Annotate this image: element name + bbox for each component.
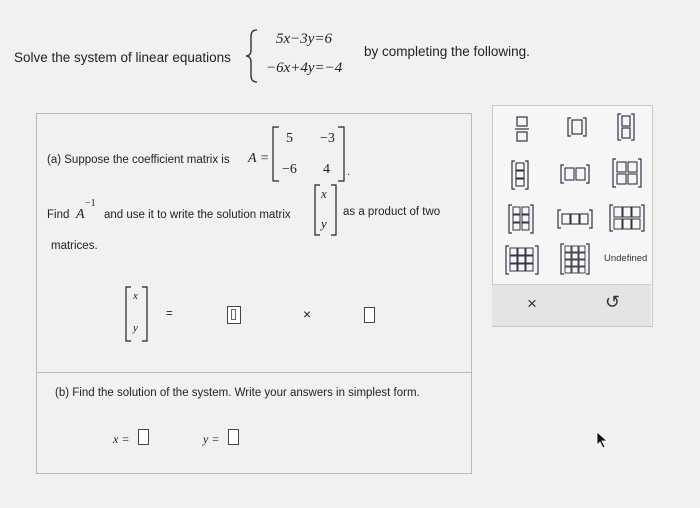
palette-action-bar [492, 284, 651, 326]
matrix-2x2-icon [612, 158, 642, 188]
find-suffix: as a product of two [343, 206, 441, 218]
fraction-button[interactable] [514, 116, 530, 142]
y-label: y = [203, 432, 220, 446]
prompt-text: Solve the system of linear equations [14, 50, 231, 65]
find-prefix: Find [47, 209, 70, 221]
var-x: x [133, 290, 138, 302]
matrix-4x3-icon [560, 243, 590, 275]
var-y: y [321, 216, 327, 231]
times-sign: × [303, 306, 312, 322]
inverse-exponent: −1 [85, 198, 96, 209]
y-answer-input[interactable] [228, 429, 239, 445]
answer-left-bracket [124, 286, 132, 342]
matrix-1x2-icon [560, 163, 590, 185]
matrix-1x1-button[interactable] [566, 116, 588, 138]
matrix-1x1-icon [566, 116, 588, 138]
find-middle: and use it to write the solution matrix [104, 209, 291, 221]
period: . [347, 166, 351, 178]
part-a-intro: (a) Suppose the coefficient matrix is [47, 154, 230, 166]
matrix-2x3-icon [609, 204, 645, 232]
undo-button[interactable] [605, 292, 620, 313]
matrix-right-bracket [336, 126, 346, 182]
close-icon: × [527, 294, 537, 313]
matrix-label: A = [248, 151, 270, 166]
var-x: x [321, 186, 327, 201]
undo-icon: ↺ [605, 292, 621, 312]
solution-right-bracket [330, 184, 338, 236]
matrix-1x3-button[interactable] [557, 208, 593, 230]
matrix-entry: 4 [323, 162, 330, 177]
matrix-2x3-button[interactable] [609, 204, 645, 232]
answer-right-bracket [141, 286, 149, 342]
matrix-entry: −3 [320, 131, 335, 146]
matrix-3x3-icon [505, 245, 539, 275]
undefined-button[interactable]: Undefined [604, 253, 648, 264]
equals-sign: = [166, 308, 173, 320]
equation-1: 5x−3y=6 [276, 31, 333, 47]
matrix-1x3-icon [557, 208, 593, 230]
equation-2: −6x+4y=−4 [266, 60, 343, 76]
matrix-3x2-icon [508, 204, 534, 234]
part-b-panel [36, 372, 472, 474]
system-brace [244, 28, 260, 84]
matrix-entry: 5 [286, 131, 293, 146]
matrix-2x1-icon [616, 112, 636, 142]
solution-left-bracket [313, 184, 321, 236]
x-label: x = [113, 432, 130, 446]
matrix-2x2-button[interactable] [612, 158, 642, 188]
mouse-cursor-icon [596, 431, 610, 449]
matrix-3x1-icon [511, 160, 529, 190]
matrix-3x3-button[interactable] [505, 245, 539, 275]
matrix-2x1-button[interactable] [616, 112, 636, 142]
find-continuation: matrices. [51, 240, 98, 252]
part-b-text: (b) Find the solution of the system. Write your answers in simplest form. [55, 387, 420, 399]
matrix-3x2-button[interactable] [508, 204, 534, 234]
matrix-entry: −6 [282, 162, 297, 177]
fraction-icon [514, 116, 530, 142]
part-a-panel [36, 113, 472, 373]
var-y: y [133, 322, 138, 334]
inverse-matrix-input[interactable] [227, 306, 241, 324]
second-matrix-input[interactable] [364, 307, 375, 323]
matrix-3x1-button[interactable] [511, 160, 529, 190]
matrix-1x2-button[interactable] [560, 163, 590, 185]
x-answer-input[interactable] [138, 429, 149, 445]
prompt-text-suffix: by completing the following. [364, 44, 530, 59]
matrix-left-bracket [271, 126, 281, 182]
matrix-4x3-button[interactable] [560, 243, 590, 275]
inverse-symbol: A [76, 207, 85, 222]
clear-button[interactable] [527, 294, 537, 314]
